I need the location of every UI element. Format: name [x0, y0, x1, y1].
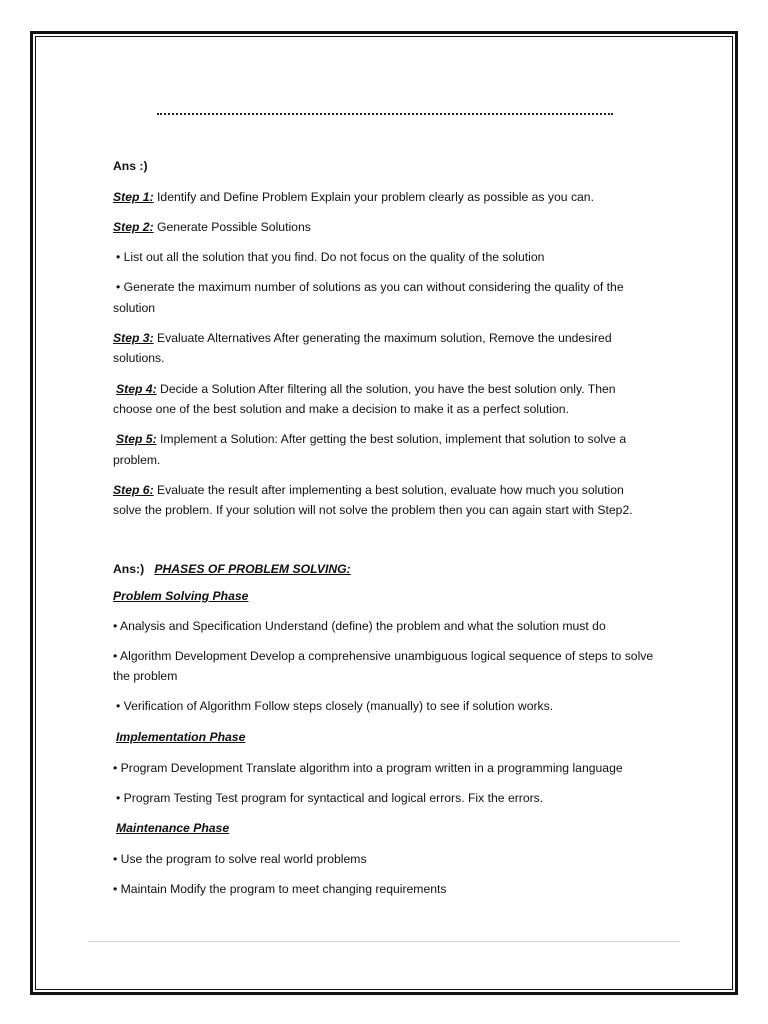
- answer-label-1: Ans :): [113, 159, 148, 173]
- dotted-separator: [157, 113, 613, 115]
- step-1: [113, 187, 683, 208]
- bullet-algorithm-cont: the problem: [113, 669, 178, 683]
- problem-solving-phase-title: Problem Solving Phase: [113, 589, 249, 603]
- step-5-text: Implement a Solution: After getting the best solution, implement that solution to solve a: [156, 432, 627, 446]
- step-3: [113, 328, 683, 349]
- bullet-list-solutions: • List out all the solution that you find. Do not focus on the quality of the solution: [116, 250, 545, 264]
- step-6: [113, 480, 683, 501]
- step-4-label: Step 4:: [116, 382, 157, 396]
- bullet-algorithm: • Algorithm Development Develop a comprehensive unambiguous logical sequence of steps to solve: [113, 649, 654, 663]
- bullet-verification: • Verification of Algorithm Follow steps closely (manually) to see if solution works.: [116, 699, 554, 713]
- step-3-cont: solutions.: [113, 351, 165, 365]
- step-5: [116, 429, 686, 450]
- step-1-label: Step 1:: [113, 190, 154, 204]
- step-5-label: Step 5:: [116, 432, 157, 446]
- step-2: [113, 217, 683, 238]
- step-5-cont: problem.: [113, 453, 161, 467]
- maintenance-phase-title: Maintenance Phase: [116, 821, 230, 835]
- bullet-program-testing: • Program Testing Test program for syntactical and logical errors. Fix the errors.: [116, 791, 544, 805]
- bullet-analysis: • Analysis and Specification Understand (define) the problem and what the solution must do: [113, 619, 606, 633]
- answer-2-row: [113, 559, 683, 580]
- step-6-text: Evaluate the result after implementing a best solution, evaluate how much you solution: [153, 483, 624, 497]
- step-4-cont: choose one of the best solution and make a decision to make it as a perfect solution.: [113, 402, 569, 416]
- step-4: [116, 379, 686, 400]
- footer-rule: [88, 941, 680, 942]
- step-6-label: Step 6:: [113, 483, 154, 497]
- bullet-maintain: • Maintain Modify the program to meet changing requirements: [113, 882, 447, 896]
- phases-heading: PHASES OF PROBLEM SOLVING:: [154, 562, 351, 576]
- step-6-cont: solve the problem. If your solution will not solve the problem then you can again start with Step2.: [113, 503, 633, 517]
- bullet-program-development: • Program Development Translate algorithm into a program written in a programming language: [113, 761, 623, 775]
- step-4-text: Decide a Solution After filtering all the solution, you have the best solution only. Then: [156, 382, 616, 396]
- step-3-text: Evaluate Alternatives After generating the maximum solution, Remove the undesired: [153, 331, 612, 345]
- bullet-generate-solutions: • Generate the maximum number of solutions as you can without considering the quality of the: [116, 280, 624, 294]
- step-2-text: Generate Possible Solutions: [153, 220, 311, 234]
- implementation-phase-title: Implementation Phase: [116, 730, 246, 744]
- answer-label-2: Ans:): [113, 562, 145, 576]
- step-1-text: Identify and Define Problem Explain your problem clearly as possible as you can.: [153, 190, 594, 204]
- bullet-use-program: • Use the program to solve real world problems: [113, 852, 367, 866]
- bullet-generate-solutions-cont: solution: [113, 301, 156, 315]
- step-2-label: Step 2:: [113, 220, 154, 234]
- step-3-label: Step 3:: [113, 331, 154, 345]
